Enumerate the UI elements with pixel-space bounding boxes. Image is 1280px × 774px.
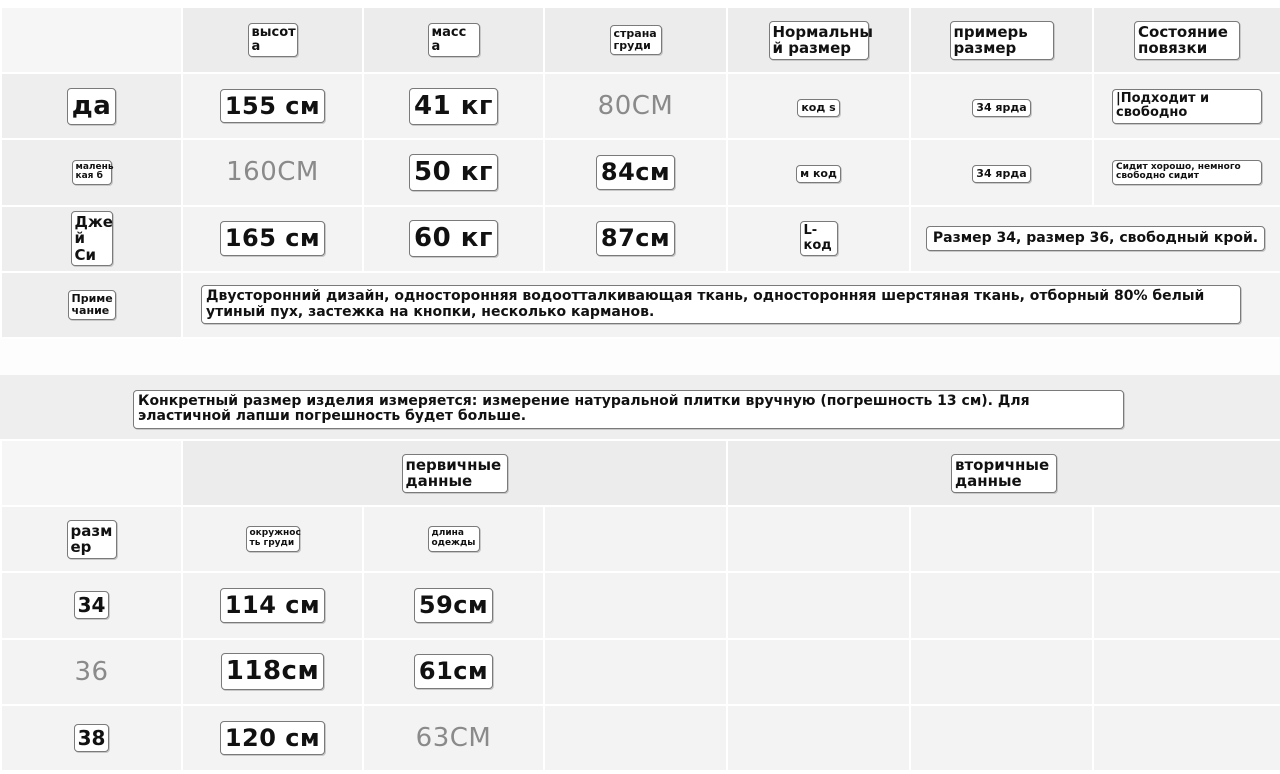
group-secondary-label: вторичные данные [951,454,1057,493]
try-value: 34 ярда [972,165,1030,183]
size-cell [1,705,182,771]
length-value: 59см [414,588,493,622]
note-text-cell [182,272,1280,338]
header-try-size-label: примерь размер [950,21,1054,60]
chest-cell [182,572,363,638]
header-bust-label: страна груди [610,25,662,55]
size-cell [1,639,182,705]
group-header-row [1,440,1280,506]
size-value: 36 [74,656,109,687]
weight-value: 50 кг [409,154,498,191]
weight-cell [363,73,544,139]
header-weight-label: масс а [428,23,480,58]
length-value: 63CM [415,722,492,753]
height-value: 155 см [220,89,325,123]
size-value: м код [796,165,841,183]
table-row [1,73,1280,139]
garment-measurements-table [0,439,1280,772]
length-cell [363,705,544,771]
header-height-label: высот а [248,23,298,58]
chest-cell [182,639,363,705]
empty-cell [1093,572,1280,638]
table-row [1,639,1280,705]
col-chest-label: окружнос ть груди [246,526,300,552]
fit-cell [1093,73,1280,139]
fit-cell [910,206,1280,272]
length-cell [363,639,544,705]
bust-cell [544,206,727,272]
col-size-cell [1,506,182,572]
fit-value: |Подходит и свободно [1112,89,1262,124]
height-value: 160CM [226,157,319,188]
chest-cell [182,705,363,771]
note-row [1,272,1280,338]
column-header-row [1,506,1280,572]
empty-cell [910,705,1093,771]
empty-cell [1093,705,1280,771]
size-value: 38 [74,724,110,752]
empty-cell [544,572,727,638]
section-gap [0,339,1280,375]
empty-cell [1093,506,1280,572]
fit-cell [1093,139,1280,205]
header-normal-size [727,7,910,73]
empty-cell [727,639,910,705]
empty-cell [727,705,910,771]
header-normal-size-label: Нормальны й размер [769,21,869,60]
group-secondary-cell [727,440,1280,506]
table-header-row [1,7,1280,73]
fit-value: Сидит хорошо, немного свободно сидит [1112,160,1262,186]
chest-value: 114 см [220,588,325,622]
empty-cell [910,572,1093,638]
size-cell [727,139,910,205]
height-cell [182,139,363,205]
table-row [1,206,1280,272]
measurement-note-banner [0,375,1280,439]
bust-cell [544,73,727,139]
row-label-cell [1,73,182,139]
table-row [1,705,1280,771]
bust-cell [544,139,727,205]
size-cell [727,73,910,139]
height-value: 165 см [220,221,325,255]
note-text: Двусторонний дизайн, односторонняя водоотталкивающая ткань, односторонняя шерстяная ткань, отборный 80% белый утиный пух, застежка на кнопки, несколько карманов. [201,285,1241,324]
header-weight [363,7,544,73]
group-primary-cell [182,440,727,506]
try-cell [910,139,1093,205]
header-corner-cell [1,7,182,73]
header-fit-state [1093,7,1280,73]
body-measurements-table [0,6,1280,339]
col-chest-cell [182,506,363,572]
measurement-note: Конкретный размер изделия измеряется: измерение натуральной плитки вручную (погрешность 13 см). Для эластичной лапши погрешность будет больше. [133,390,1124,429]
empty-cell [910,506,1093,572]
empty-cell [910,639,1093,705]
length-cell [363,572,544,638]
row-label-cell [1,139,182,205]
try-value: 34 ярда [972,99,1030,117]
height-cell [182,73,363,139]
size-value: 34 [74,591,110,619]
empty-cell [727,572,910,638]
empty-cell [544,639,727,705]
row-label: да [67,88,117,125]
empty-cell [544,705,727,771]
col-length-cell [363,506,544,572]
header-height [182,7,363,73]
header-fit-state-label: Состояние повязки [1134,21,1240,60]
note-label: Приме чание [68,290,116,320]
empty-cell [727,506,910,572]
header-bust [544,7,727,73]
bust-value: 87см [596,221,675,255]
length-value: 61см [414,654,493,688]
group-primary-label: первичные данные [402,454,508,493]
row-label: Дже й Си [71,211,113,267]
weight-cell [363,139,544,205]
row-label: малень кая б [72,160,112,186]
empty-cell [1093,639,1280,705]
col-size-label: разм ер [67,520,117,559]
group-header-corner [1,440,182,506]
height-cell [182,206,363,272]
fit-value: Размер 34, размер 36, свободный крой. [926,226,1265,251]
table-row [1,572,1280,638]
weight-value: 60 кг [409,220,498,257]
bust-value: 80CM [597,91,674,122]
chest-value: 120 см [220,721,325,755]
header-try-size [910,7,1093,73]
weight-value: 41 кг [409,88,498,125]
weight-cell [363,206,544,272]
chest-value: 118см [221,653,324,690]
size-cell [727,206,910,272]
row-label-cell [1,206,182,272]
size-cell [1,572,182,638]
empty-cell [544,506,727,572]
table-row [1,139,1280,205]
bust-value: 84см [596,155,675,189]
note-label-cell [1,272,182,338]
size-value: L- код [800,221,838,256]
try-cell [910,73,1093,139]
size-value: код s [797,99,839,117]
col-length-label: длина одежды [428,526,480,552]
